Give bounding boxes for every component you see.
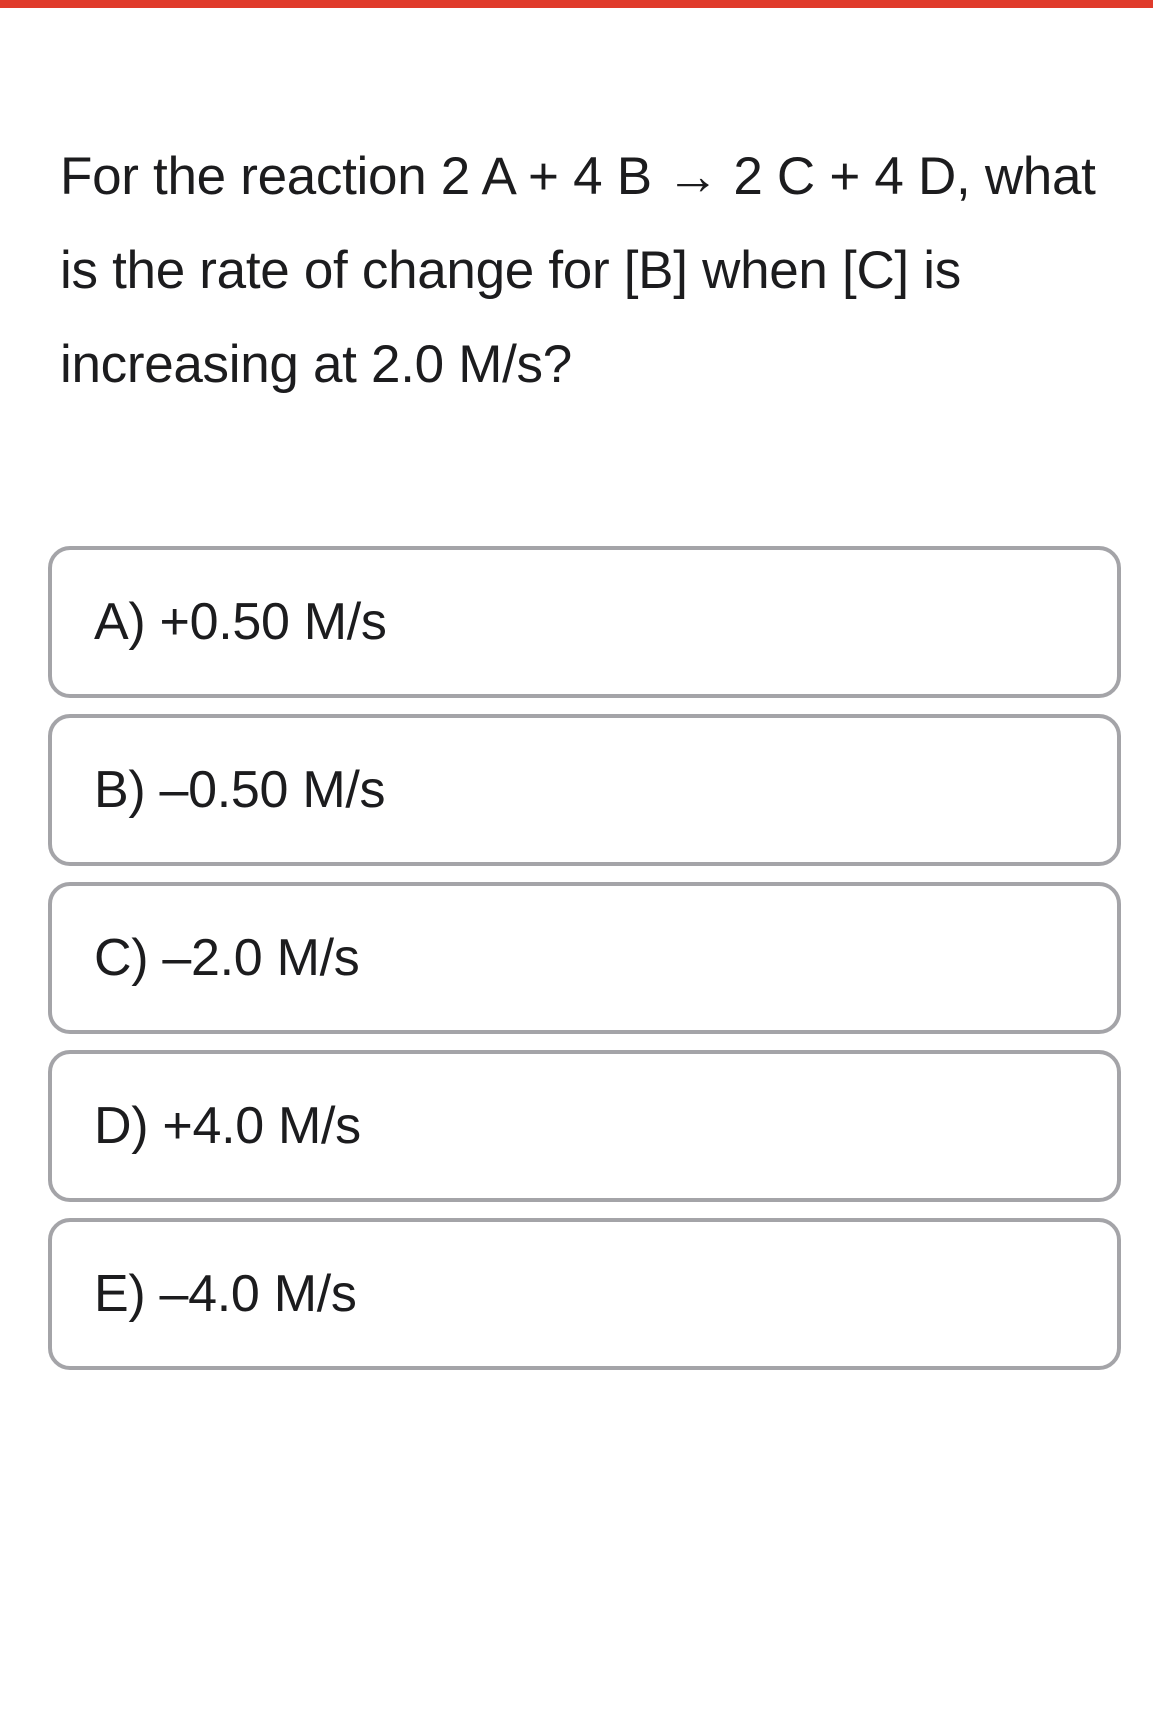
option-label: E) –4.0 M/s (94, 1265, 357, 1323)
answer-option-d[interactable] (48, 1050, 1121, 1202)
answer-option-e[interactable] (48, 1218, 1121, 1370)
answer-option-c[interactable] (48, 882, 1121, 1034)
answer-options (48, 546, 1121, 1386)
question-text: For the reaction 2 A + 4 B → 2 C + 4 D, what is the rate of change for [B] when [C] is increasing at 2.0 M/s? (60, 147, 1096, 394)
option-label: B) –0.50 M/s (94, 761, 386, 819)
option-label: A) +0.50 M/s (94, 593, 387, 651)
answer-option-a[interactable] (48, 546, 1121, 698)
option-label: C) –2.0 M/s (94, 929, 360, 987)
option-label: D) +4.0 M/s (94, 1097, 361, 1155)
top-accent-bar (0, 0, 1153, 8)
answer-option-b[interactable] (48, 714, 1121, 866)
